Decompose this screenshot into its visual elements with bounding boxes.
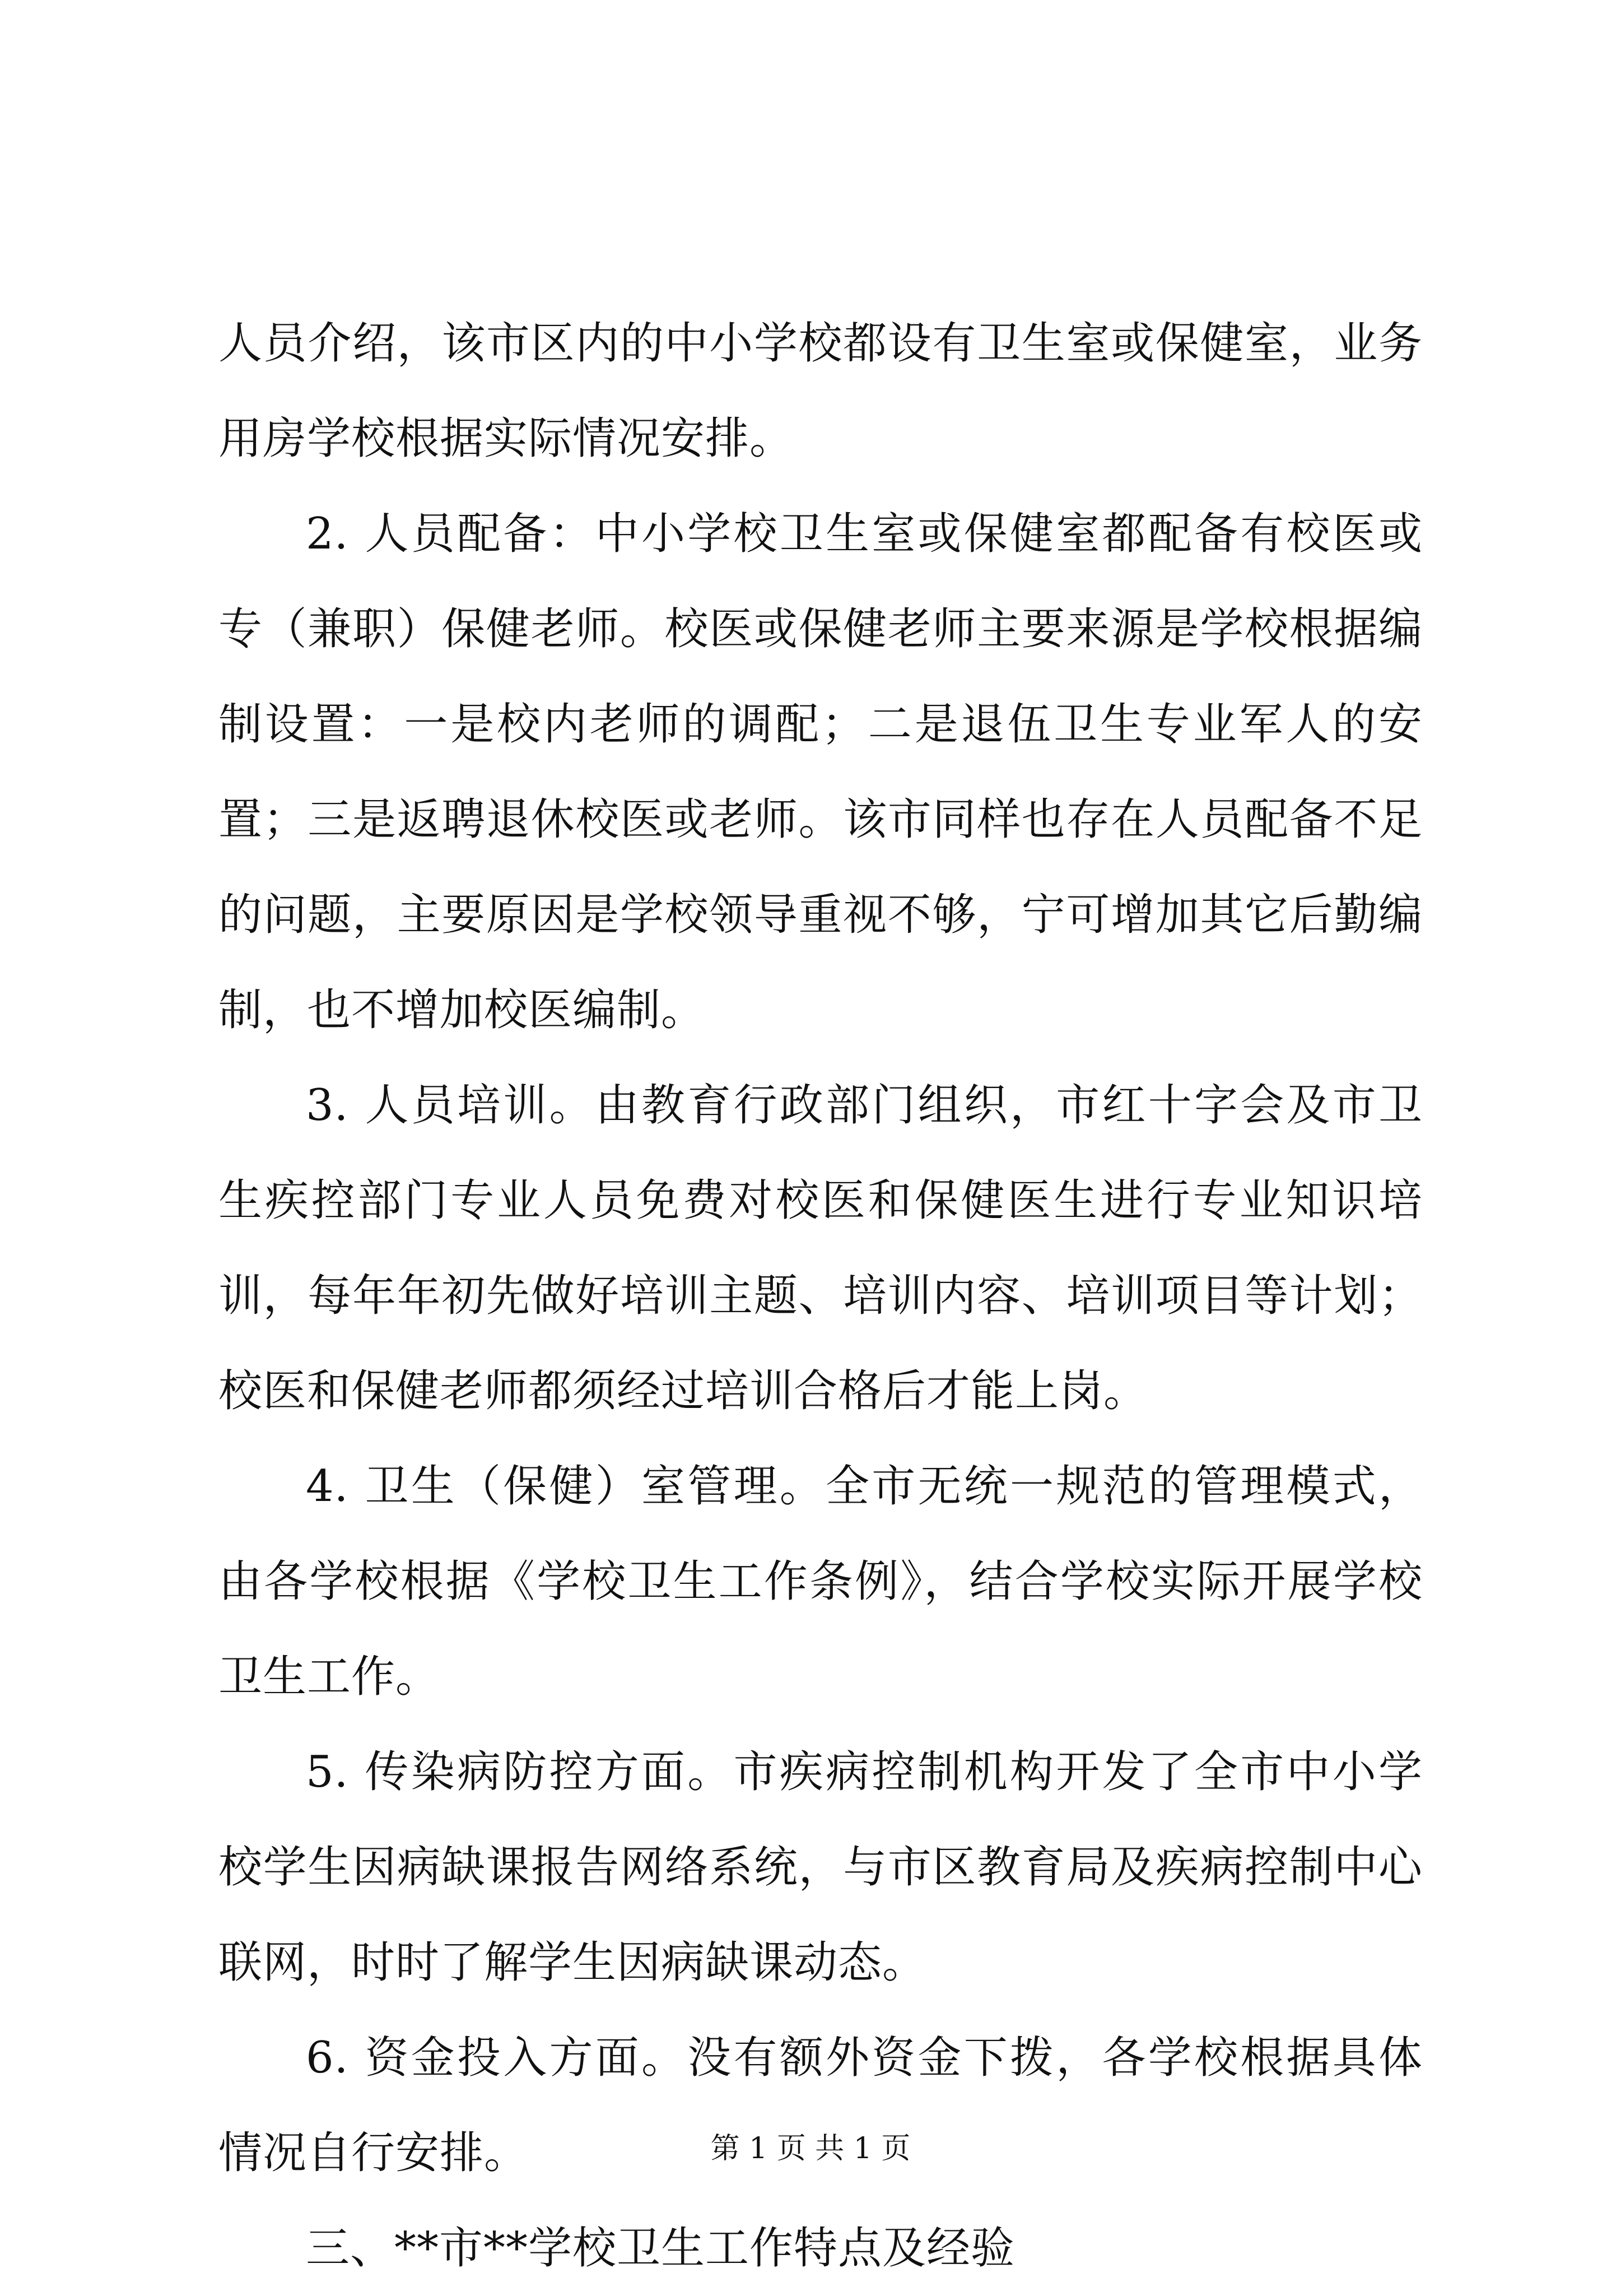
paragraph-staffing: 2. 人员配备：中小学校卫生室或保健室都配备有校医或专（兼职）保健老师。校医或保健老师主要来源是学校根据编制设置：一是校内老师的调配；二是退伍卫生专业军人的安置；三是返聘退休校医或老师。该市同样也存在人员配备不足的问题，主要原因是学校领导重视不够，宁可增加其它后勤编制，也不增加校医编制。 — [218, 509, 1423, 1035]
document-body — [218, 296, 1423, 2296]
page-number-footer: 第 1 页 共 1 页 — [710, 2132, 911, 2165]
paragraph-training: 3. 人员培训。由教育行政部门组织，市红十字会及市卫生疾控部门专业人员免费对校医和保健医生进行专业知识培训，每年年初先做好培训主题、培训内容、培训项目等计划；校医和保健老师都须经过培训合格后才能上岗。 — [218, 1080, 1423, 1416]
paragraph-disease-control: 5. 传染病防控方面。市疾病控制机构开发了全市中小学校学生因病缺课报告网络系统，与市区教育局及疾病控制中心联网，时时了解学生因病缺课动态。 — [218, 1747, 1423, 1988]
paragraph-continuation: 人员介绍，该市区内的中小学校都设有卫生室或保健室，业务用房学校根据实际情况安排。 — [218, 318, 1423, 464]
section-heading-three: 三、**市**学校卫生工作特点及经验 — [306, 2223, 1016, 2274]
paragraph-room-management: 4. 卫生（保健）室管理。全市无统一规范的管理模式，由各学校根据《学校卫生工作条例》，结合学校实际开展学校卫生工作。 — [218, 1461, 1423, 1702]
paragraph-funding: 6. 资金投入方面。没有额外资金下拨，各学校根据具体情况自行安排。 — [218, 2033, 1423, 2178]
